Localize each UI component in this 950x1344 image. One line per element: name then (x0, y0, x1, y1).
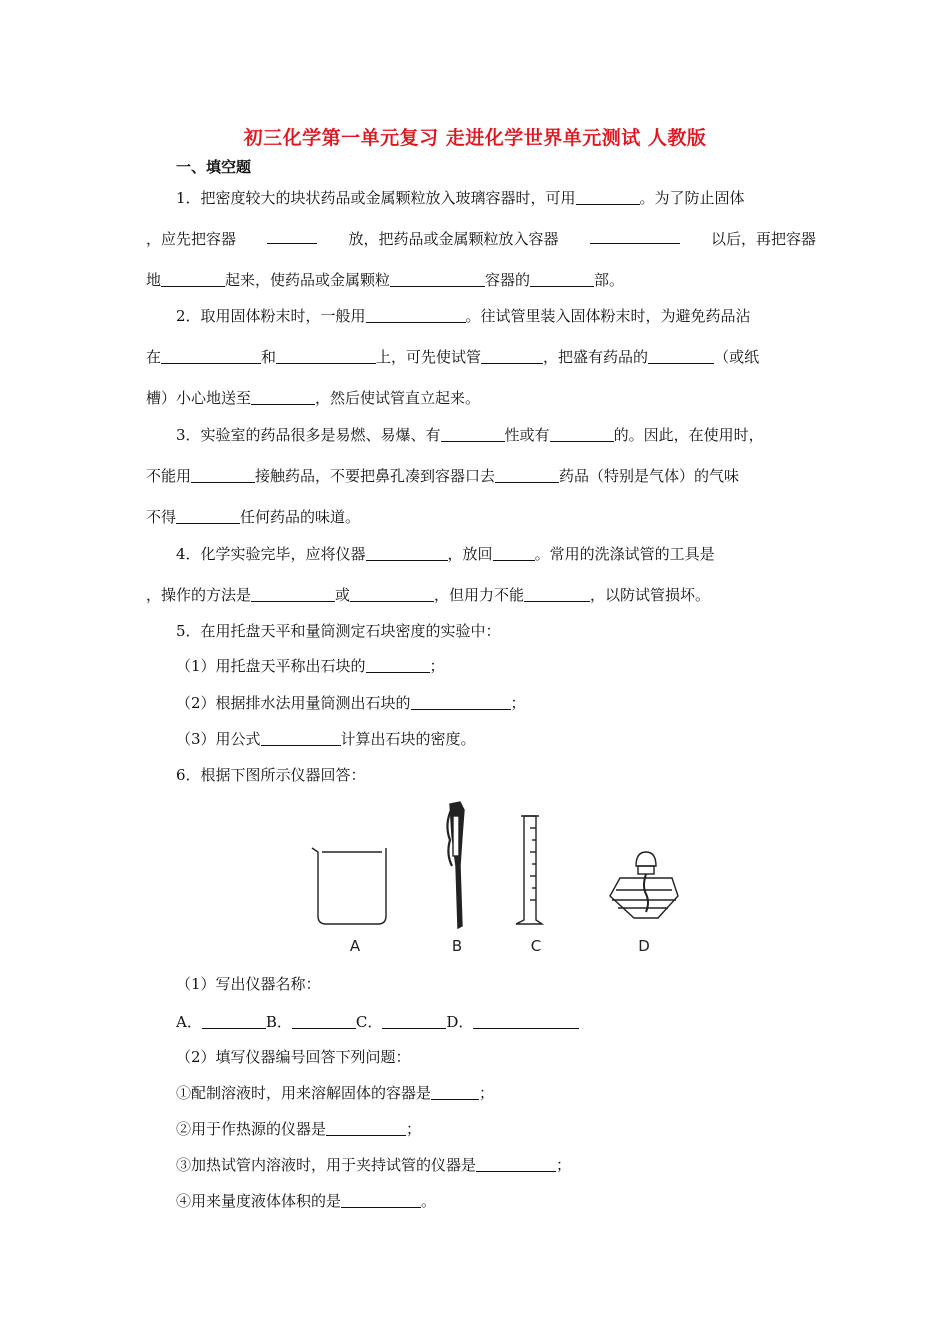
answer-blank[interactable] (202, 1014, 266, 1029)
q1-text: 起来，使药品或金属颗粒 (225, 271, 391, 289)
answer-blank[interactable] (326, 1121, 406, 1136)
q3-line-2 (146, 466, 816, 486)
answer-blank[interactable] (161, 272, 225, 287)
q4-text: 。常用的洗涤试管的工具是 (534, 545, 715, 563)
q3-line-1 (176, 425, 846, 445)
answer-blank[interactable] (251, 390, 315, 405)
q5-sub-3 (176, 729, 846, 749)
answer-blank[interactable] (441, 427, 505, 442)
q6-answer-2 (176, 1119, 846, 1139)
q1-text: 以后，再把容器 (710, 230, 816, 248)
graduated-cylinder-drawing (516, 816, 542, 924)
answer-blank[interactable] (495, 468, 559, 483)
q2-line-1 (176, 306, 846, 326)
q4-text: 或 (335, 586, 351, 604)
q3-text: 3．实验室的药品很多是易燃、易爆、有 (176, 426, 441, 444)
q4-text: ，但用力不能 (434, 586, 525, 604)
beaker-drawing (312, 848, 386, 924)
q6-text: ； (556, 1156, 572, 1174)
q1-text: 容器的 (485, 271, 531, 289)
q6-text: 。 (421, 1192, 437, 1210)
q6-text: B． (265, 1013, 292, 1031)
instrument-figure (300, 796, 680, 966)
q5-stem: 5．在用托盘天平和量筒测定石块密度的实验中： (176, 622, 501, 640)
q4-text: ，放回 (447, 545, 493, 563)
answer-blank[interactable] (576, 190, 640, 205)
q2-line-2 (146, 347, 816, 367)
q4-line-2 (146, 585, 816, 605)
q3-text: 的。因此，在使用时， (613, 426, 764, 444)
q2-text: ，把盛有药品的 (543, 348, 649, 366)
label-c: C (530, 937, 542, 955)
answer-blank[interactable] (366, 308, 466, 323)
answer-blank[interactable] (481, 349, 543, 364)
q3-text: 药品（特别是气体）的气味 (559, 467, 740, 485)
alcohol-lamp-drawing (610, 852, 678, 918)
q4-text: ，以防试管损坏。 (590, 586, 711, 604)
q2-text: 。往试管里装入固体粉末时，为避免药品沾 (465, 307, 751, 325)
q2-text: （或纸 (714, 348, 760, 366)
q5-sub-1 (176, 656, 846, 676)
answer-blank[interactable] (411, 695, 511, 710)
q3-text: 接触药品，不要把鼻孔凑到容器口去 (255, 467, 496, 485)
q2-line-3 (146, 388, 816, 408)
answer-blank[interactable] (292, 1014, 356, 1029)
q2-text: 和 (261, 348, 277, 366)
q6-text: ①配制溶液时，用来溶解固体的容器是 (176, 1084, 432, 1102)
test-tube-holder-drawing (447, 802, 464, 928)
q6-text: ④用来量度液体体积的是 (176, 1192, 342, 1210)
q6-part-2: （2）填写仪器编号回答下列问题： (176, 1048, 411, 1066)
q1-text: 。为了防止固体 (639, 189, 745, 207)
answer-blank[interactable] (176, 509, 240, 524)
q6-answer-1 (176, 1083, 846, 1103)
label-a: A (349, 937, 361, 955)
answer-blank[interactable] (473, 1014, 579, 1029)
q1-line-3 (146, 270, 816, 290)
answer-blank[interactable] (341, 1193, 421, 1208)
answer-blank[interactable] (350, 587, 434, 602)
answer-blank[interactable] (390, 272, 485, 287)
answer-blank[interactable] (276, 349, 376, 364)
q6-text: A． (176, 1013, 202, 1031)
q1-text: ，应先把容器 (146, 230, 237, 248)
section-heading: 一、填空题 (176, 158, 252, 176)
q1-text: 部。 (594, 271, 625, 289)
answer-blank[interactable] (530, 272, 594, 287)
q4-text: 4．化学实验完毕，应将仪器 (176, 545, 366, 563)
q6-text: C． (355, 1013, 383, 1031)
q4-text: ，操作的方法是 (146, 586, 252, 604)
q6-text: ②用于作热源的仪器是 (176, 1120, 327, 1138)
answer-blank[interactable] (261, 731, 341, 746)
page-title: 初三化学第一单元复习 走进化学世界单元测试 人教版 (243, 127, 707, 149)
q3-text: 不能用 (146, 467, 192, 485)
q6-names-line (176, 1012, 846, 1032)
answer-blank[interactable] (431, 1085, 479, 1100)
answer-blank[interactable] (267, 229, 317, 244)
q1-line-2 (146, 229, 816, 249)
answer-blank[interactable] (251, 587, 335, 602)
q6-answer-3 (176, 1155, 846, 1175)
answer-blank[interactable] (366, 658, 430, 673)
q3-text: 性或有 (504, 426, 550, 444)
label-b: B (451, 937, 463, 955)
q5-text: （1）用托盘天平称出石块的 (176, 657, 366, 675)
q2-text: ，然后使试管直立起来。 (315, 389, 481, 407)
q5-text: 计算出石块的密度。 (340, 730, 476, 748)
q6-text: ； (406, 1120, 422, 1138)
q1-text: 地 (146, 271, 162, 289)
q2-text: 槽）小心地送至 (146, 389, 252, 407)
answer-blank[interactable] (524, 587, 590, 602)
q5-text: （3）用公式 (176, 730, 261, 748)
q1-line-1 (176, 188, 846, 208)
answer-blank[interactable] (191, 468, 255, 483)
answer-blank[interactable] (550, 427, 614, 442)
q2-text: 在 (146, 348, 162, 366)
answer-blank[interactable] (648, 349, 714, 364)
answer-blank[interactable] (476, 1157, 556, 1172)
q5-sub-2 (176, 693, 846, 713)
q6-stem: 6．根据下图所示仪器回答： (176, 766, 366, 784)
q6-text: ③加热试管内溶液时，用于夹持试管的仪器是 (176, 1156, 477, 1174)
q5-text: ； (510, 694, 526, 712)
q1-text: 放，把药品或金属颗粒放入容器 (348, 230, 559, 248)
q6-part-1: （1）写出仪器名称： (176, 975, 321, 993)
q6-answer-4 (176, 1191, 846, 1211)
answer-blank[interactable] (366, 546, 448, 561)
q5-text: ； (429, 657, 445, 675)
q4-line-1 (176, 544, 846, 564)
q3-text: 不得 (146, 508, 177, 526)
q6-text: D． (446, 1013, 474, 1031)
q6-text: ； (479, 1084, 495, 1102)
q2-text: 上，可先使试管 (376, 348, 482, 366)
answer-blank[interactable] (382, 1014, 446, 1029)
answer-blank[interactable] (590, 229, 680, 244)
answer-blank[interactable] (161, 349, 261, 364)
q3-line-3 (146, 507, 816, 527)
instrument-diagram (300, 796, 680, 966)
answer-blank[interactable] (493, 546, 535, 561)
q5-text: （2）根据排水法用量筒测出石块的 (176, 694, 411, 712)
q1-text: 1．把密度较大的块状药品或金属颗粒放入玻璃容器时，可用 (176, 189, 576, 207)
q2-text: 2．取用固体粉末时，一般用 (176, 307, 366, 325)
q3-text: 任何药品的味道。 (240, 508, 361, 526)
label-d: D (638, 937, 650, 955)
